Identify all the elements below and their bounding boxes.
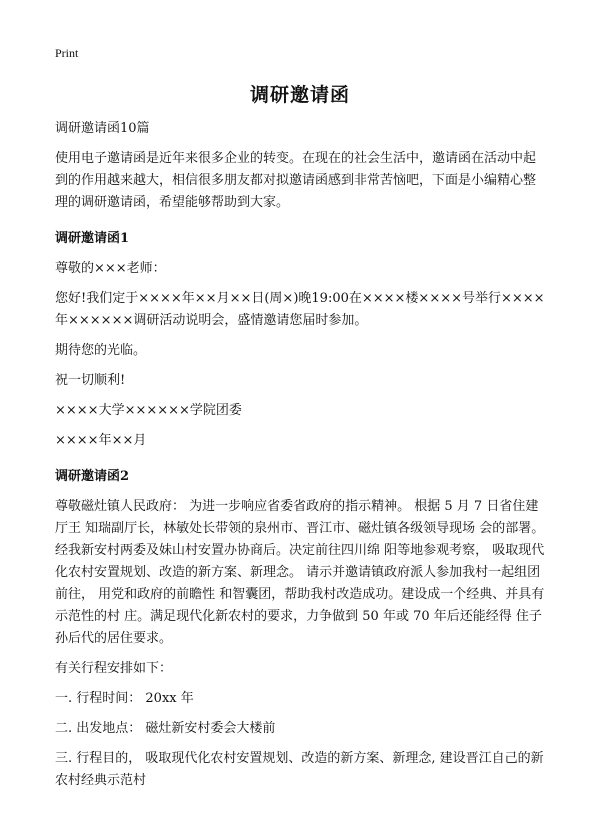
section2-body: 尊敬磁灶镇人民政府： 为进一步响应省委省政府的指示精神。 根据 5 月 7 日省住建厅王 知瑞副厅长，林敏处长带领的泉州市、晋江市、磁灶镇各级领导现场 会的部署。经我新安村两委及妹山村安置办协商后。决定前往四川绵 阳等地参观考察， 吸取现代化农村安置规划、改造的新方案、新理念。 请示并邀请镇政府派人参加我村一起组团前往， 用党和政府的前瞻性 和智囊团，帮助我村改造成功。建设成一个经典、并具有示范性的村 庄。满足现代化新农村的要求，力争做到 50 年或 70 年后还能经得 住子孙后代的居住要求。	[55, 499, 545, 646]
section1-closing1: 期待您的光临。	[55, 343, 147, 358]
section2-schedule-intro: 有关行程安排如下：	[55, 661, 173, 676]
section2-item2: 二. 出发地点： 磁灶新安村委会大楼前	[55, 721, 276, 736]
section2-heading: 调研邀请函2	[55, 469, 130, 484]
print-label: Print	[55, 46, 79, 60]
section1-salutation: 尊敬的×××老师：	[55, 261, 166, 276]
section1-body: 您好!我们定于××××年××月××日(周×)晚19:00在××××楼××××号举行××××年××××××调研活动说明会，盛情邀请您届时参加。	[55, 291, 545, 328]
section2-item3: 三. 行程目的， 吸取现代化农村安置规划、改造的新方案、新理念, 建设晋江自己的新农村经典示范村	[55, 751, 544, 788]
section1-signature: ××××大学××××××学院团委	[55, 403, 242, 418]
document-body	[55, 118, 547, 800]
section1-heading: 调研邀请函1	[55, 231, 130, 246]
page-title: 调研邀请函	[249, 84, 350, 106]
section1-closing2: 祝一切顺利!	[55, 373, 126, 388]
section1-date: ××××年××月	[55, 433, 147, 448]
section2-item1: 一. 行程时间： 20xx 年	[55, 691, 194, 706]
subtitle: 调研邀请函10篇	[55, 121, 150, 136]
intro-paragraph: 使用电子邀请函是近年来很多企业的转变。在现在的社会生活中，邀请函在活动中起到的作用越来越大，相信很多朋友都对拟邀请函感到非常苦恼吧，下面是小编精心整理的调研邀请函，希望能够帮助到大家。	[55, 151, 537, 210]
